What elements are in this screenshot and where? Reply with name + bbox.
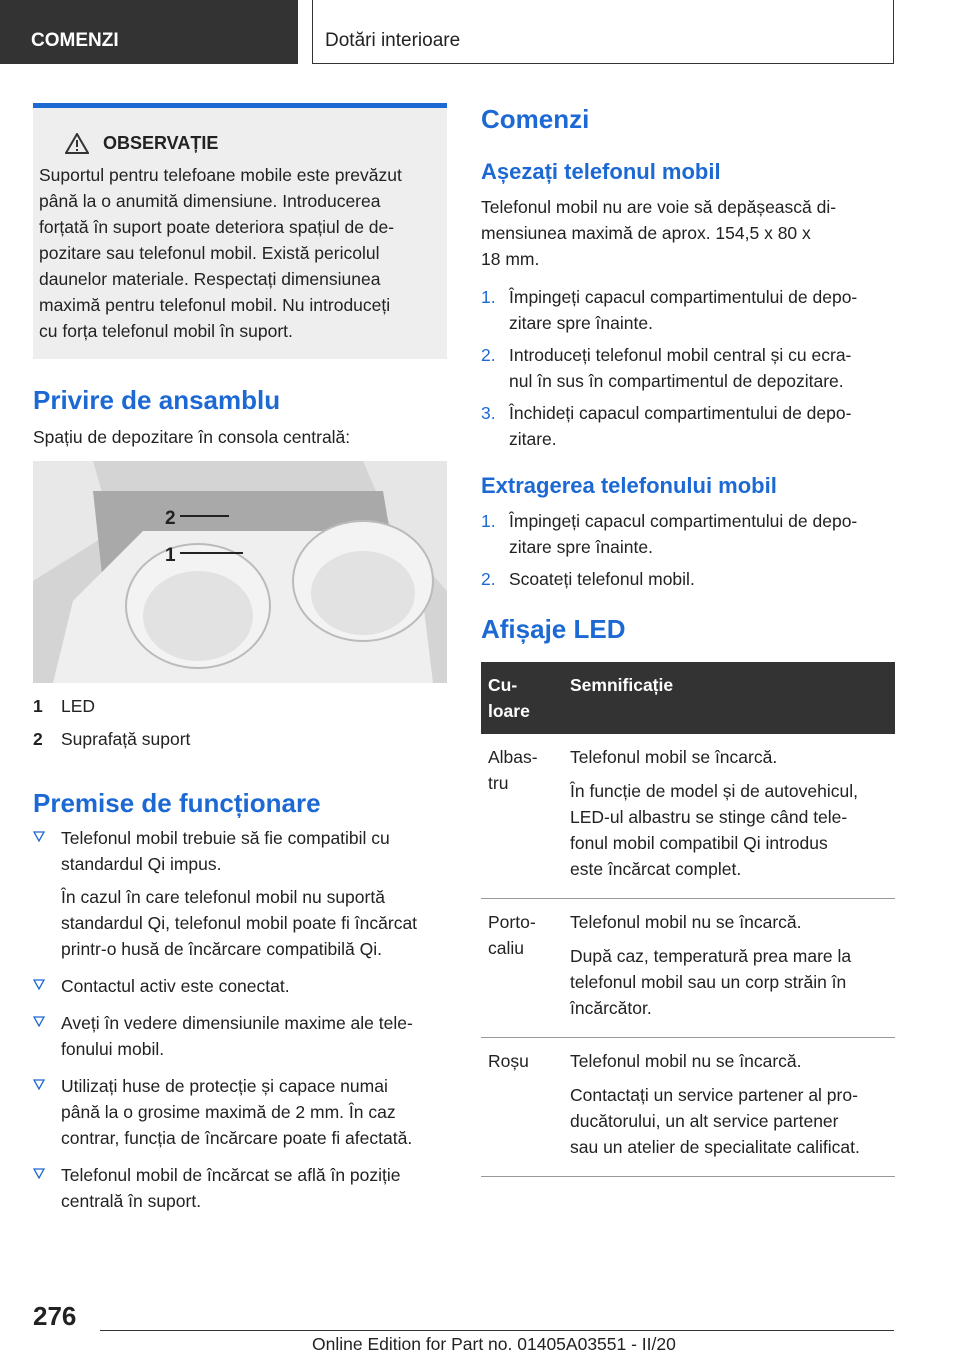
item-line: Utilizați huse de protecție și capace numai — [61, 1076, 388, 1096]
step-line: Închideți capacul compartimentului de depo‐ — [509, 403, 852, 423]
triangle-bullet-icon — [33, 1078, 45, 1090]
cell-line: încărcător. — [570, 998, 652, 1018]
notice-body — [39, 162, 437, 344]
item-line: Telefonul mobil trebuie să fie compatibil cu — [61, 828, 390, 848]
step-line: Introduceți telefonul mobil central și cu ecra‐ — [509, 345, 852, 365]
step-item — [481, 508, 895, 560]
item-line: contrar, funcția de încărcare poate fi afectată. — [61, 1128, 413, 1148]
cell-line: telefonul mobil sau un corp străin în — [570, 972, 847, 992]
step-number: 1. — [481, 287, 496, 307]
console-illustration — [33, 461, 447, 683]
step-number: 2. — [481, 569, 496, 589]
notice-line: cu forța telefonul mobil în suport. — [39, 321, 293, 341]
cell-line: Roșu — [488, 1051, 529, 1071]
cell-line: Albas‐ — [488, 747, 538, 767]
notice-line: forțată în suport poate deteriora spațiul de de‐ — [39, 217, 395, 237]
triangle-bullet-icon — [33, 1015, 45, 1027]
overview-intro: Spațiu de depozitare în consola centrală: — [33, 427, 351, 447]
notice-line: daunelor materiale. Respectați dimensiunea — [39, 269, 381, 289]
header-line: loare — [488, 701, 530, 721]
cell-line: Contactați un service partener al pro‐ — [570, 1085, 858, 1105]
legend-num: 2 — [33, 729, 43, 749]
table-row — [481, 899, 895, 1038]
cell-color — [481, 899, 563, 1038]
cell-line: caliu — [488, 938, 524, 958]
legend-item — [33, 729, 190, 750]
cell-line: ducătorului, un alt service partener — [570, 1111, 839, 1131]
step-item — [481, 342, 895, 394]
col-header-color — [481, 662, 563, 734]
intro-line: Telefonul mobil nu are voie să depășească di‐ — [481, 197, 837, 217]
header-section-label: COMENZI — [31, 30, 119, 51]
step-item — [481, 400, 895, 452]
triangle-bullet-icon — [33, 830, 45, 842]
intro-line: mensiunea maximă de aprox. 154,5 x 80 x — [481, 223, 811, 243]
header-chapter-label: Dotări interioare — [325, 30, 461, 51]
cell-meaning — [563, 734, 895, 899]
warning-icon — [65, 133, 89, 154]
list-item — [33, 825, 449, 962]
legend-text: Suprafață suport — [61, 729, 191, 749]
table-row — [481, 734, 895, 899]
cell-line: fonul mobil compatibil Qi introdus — [570, 833, 828, 853]
item-line: până la o grosime maximă de 2 mm. În caz — [61, 1102, 396, 1122]
item-line: fonului mobil. — [61, 1039, 165, 1059]
step-number: 3. — [481, 403, 496, 423]
remove-steps — [481, 508, 895, 598]
item-line: În cazul în care telefonul mobil nu suportă — [61, 887, 385, 907]
item-line: Aveți în vedere dimensiunile maxime ale tele‐ — [61, 1013, 413, 1033]
item-line: Contactul activ este conectat. — [61, 976, 290, 996]
list-item — [33, 1010, 449, 1062]
cell-color — [481, 1038, 563, 1177]
cell-line: Telefonul mobil se încarcă. — [570, 747, 778, 767]
led-heading: Afișaje LED — [481, 614, 626, 644]
list-item — [33, 1162, 449, 1214]
legend-item — [33, 696, 95, 717]
item-line: centrală în suport. — [61, 1191, 202, 1211]
triangle-bullet-icon — [33, 1167, 45, 1179]
console-photo — [33, 461, 447, 683]
legend-num: 1 — [33, 696, 43, 716]
step-line: zitare spre înainte. — [509, 537, 653, 557]
header-chapter — [312, 0, 894, 64]
notice-title-text: OBSERVAȚIE — [103, 133, 219, 153]
requirements-heading: Premise de funcționare — [33, 788, 321, 818]
footer-divider — [100, 1330, 894, 1331]
item-line: standardul Qi, telefonul mobil poate fi încărcat — [61, 913, 418, 933]
cell-meaning — [563, 1038, 895, 1177]
notice-line: maximă pentru telefonul mobil. Nu introduceți — [39, 295, 391, 315]
step-item — [481, 566, 895, 592]
item-line: standardul Qi impus. — [61, 854, 222, 874]
cell-line: Telefonul mobil nu se încarcă. — [570, 912, 802, 932]
step-line: zitare spre înainte. — [509, 313, 653, 333]
step-item — [481, 284, 895, 336]
step-line: Scoateți telefonul mobil. — [509, 569, 695, 589]
cell-line: După caz, temperatură prea mare la — [570, 946, 852, 966]
cell-color — [481, 734, 563, 899]
notice-box — [33, 103, 447, 359]
requirements-list — [33, 825, 449, 1225]
legend-text: LED — [61, 696, 96, 716]
col-header-meaning: Semnificație — [563, 662, 895, 734]
intro-line: 18 mm. — [481, 249, 540, 269]
cell-line: În funcție de model și de autovehicul, — [570, 781, 858, 801]
page-number: 276 — [33, 1301, 77, 1331]
callout-2: 2 — [165, 508, 176, 529]
step-line: zitare. — [509, 429, 557, 449]
cell-line: tru — [488, 773, 509, 793]
notice-line: Suportul pentru telefoane mobile este prevăzut — [39, 165, 402, 185]
place-intro — [481, 194, 836, 272]
cell-meaning — [563, 899, 895, 1038]
step-line: Împingeți capacul compartimentului de depo‐ — [509, 287, 858, 307]
cell-line: este încărcat complet. — [570, 859, 742, 879]
place-steps — [481, 284, 895, 458]
overview-heading: Privire de ansamblu — [33, 385, 281, 415]
step-line: Împingeți capacul compartimentului de depo‐ — [509, 511, 858, 531]
table-header-row — [481, 662, 895, 734]
footer-edition: Online Edition for Part no. 01405A03551 - II/20 — [312, 1334, 676, 1354]
cell-line: sau un atelier de specialitate calificat. — [570, 1137, 860, 1157]
controls-heading: Comenzi — [481, 104, 590, 134]
notice-line: pozitare sau telefonul mobil. Există pericolul — [39, 243, 380, 263]
list-item — [33, 973, 449, 999]
callout-1: 1 — [165, 545, 176, 566]
notice-title — [65, 133, 437, 154]
item-line: Telefonul mobil de încărcat se află în poziție — [61, 1165, 401, 1185]
header-section — [0, 0, 298, 64]
cell-line: Porto‐ — [488, 912, 536, 932]
cell-line: Telefonul mobil nu se încarcă. — [570, 1051, 802, 1071]
step-line: nul în sus în compartimentul de depozitare. — [509, 371, 844, 391]
triangle-bullet-icon — [33, 978, 45, 990]
led-table — [481, 662, 895, 1177]
list-item — [33, 1073, 449, 1151]
item-line: printr-o husă de încărcare compatibilă Qi. — [61, 939, 382, 959]
remove-heading: Extragerea telefonului mobil — [481, 473, 777, 498]
header-line: Cu‐ — [488, 675, 518, 695]
place-heading: Așezați telefonul mobil — [481, 159, 721, 184]
cell-line: LED-ul albastru se stinge când tele‐ — [570, 807, 848, 827]
table-row — [481, 1038, 895, 1177]
notice-line: până la o anumită dimensiune. Introducerea — [39, 191, 381, 211]
step-number: 1. — [481, 511, 496, 531]
step-number: 2. — [481, 345, 496, 365]
